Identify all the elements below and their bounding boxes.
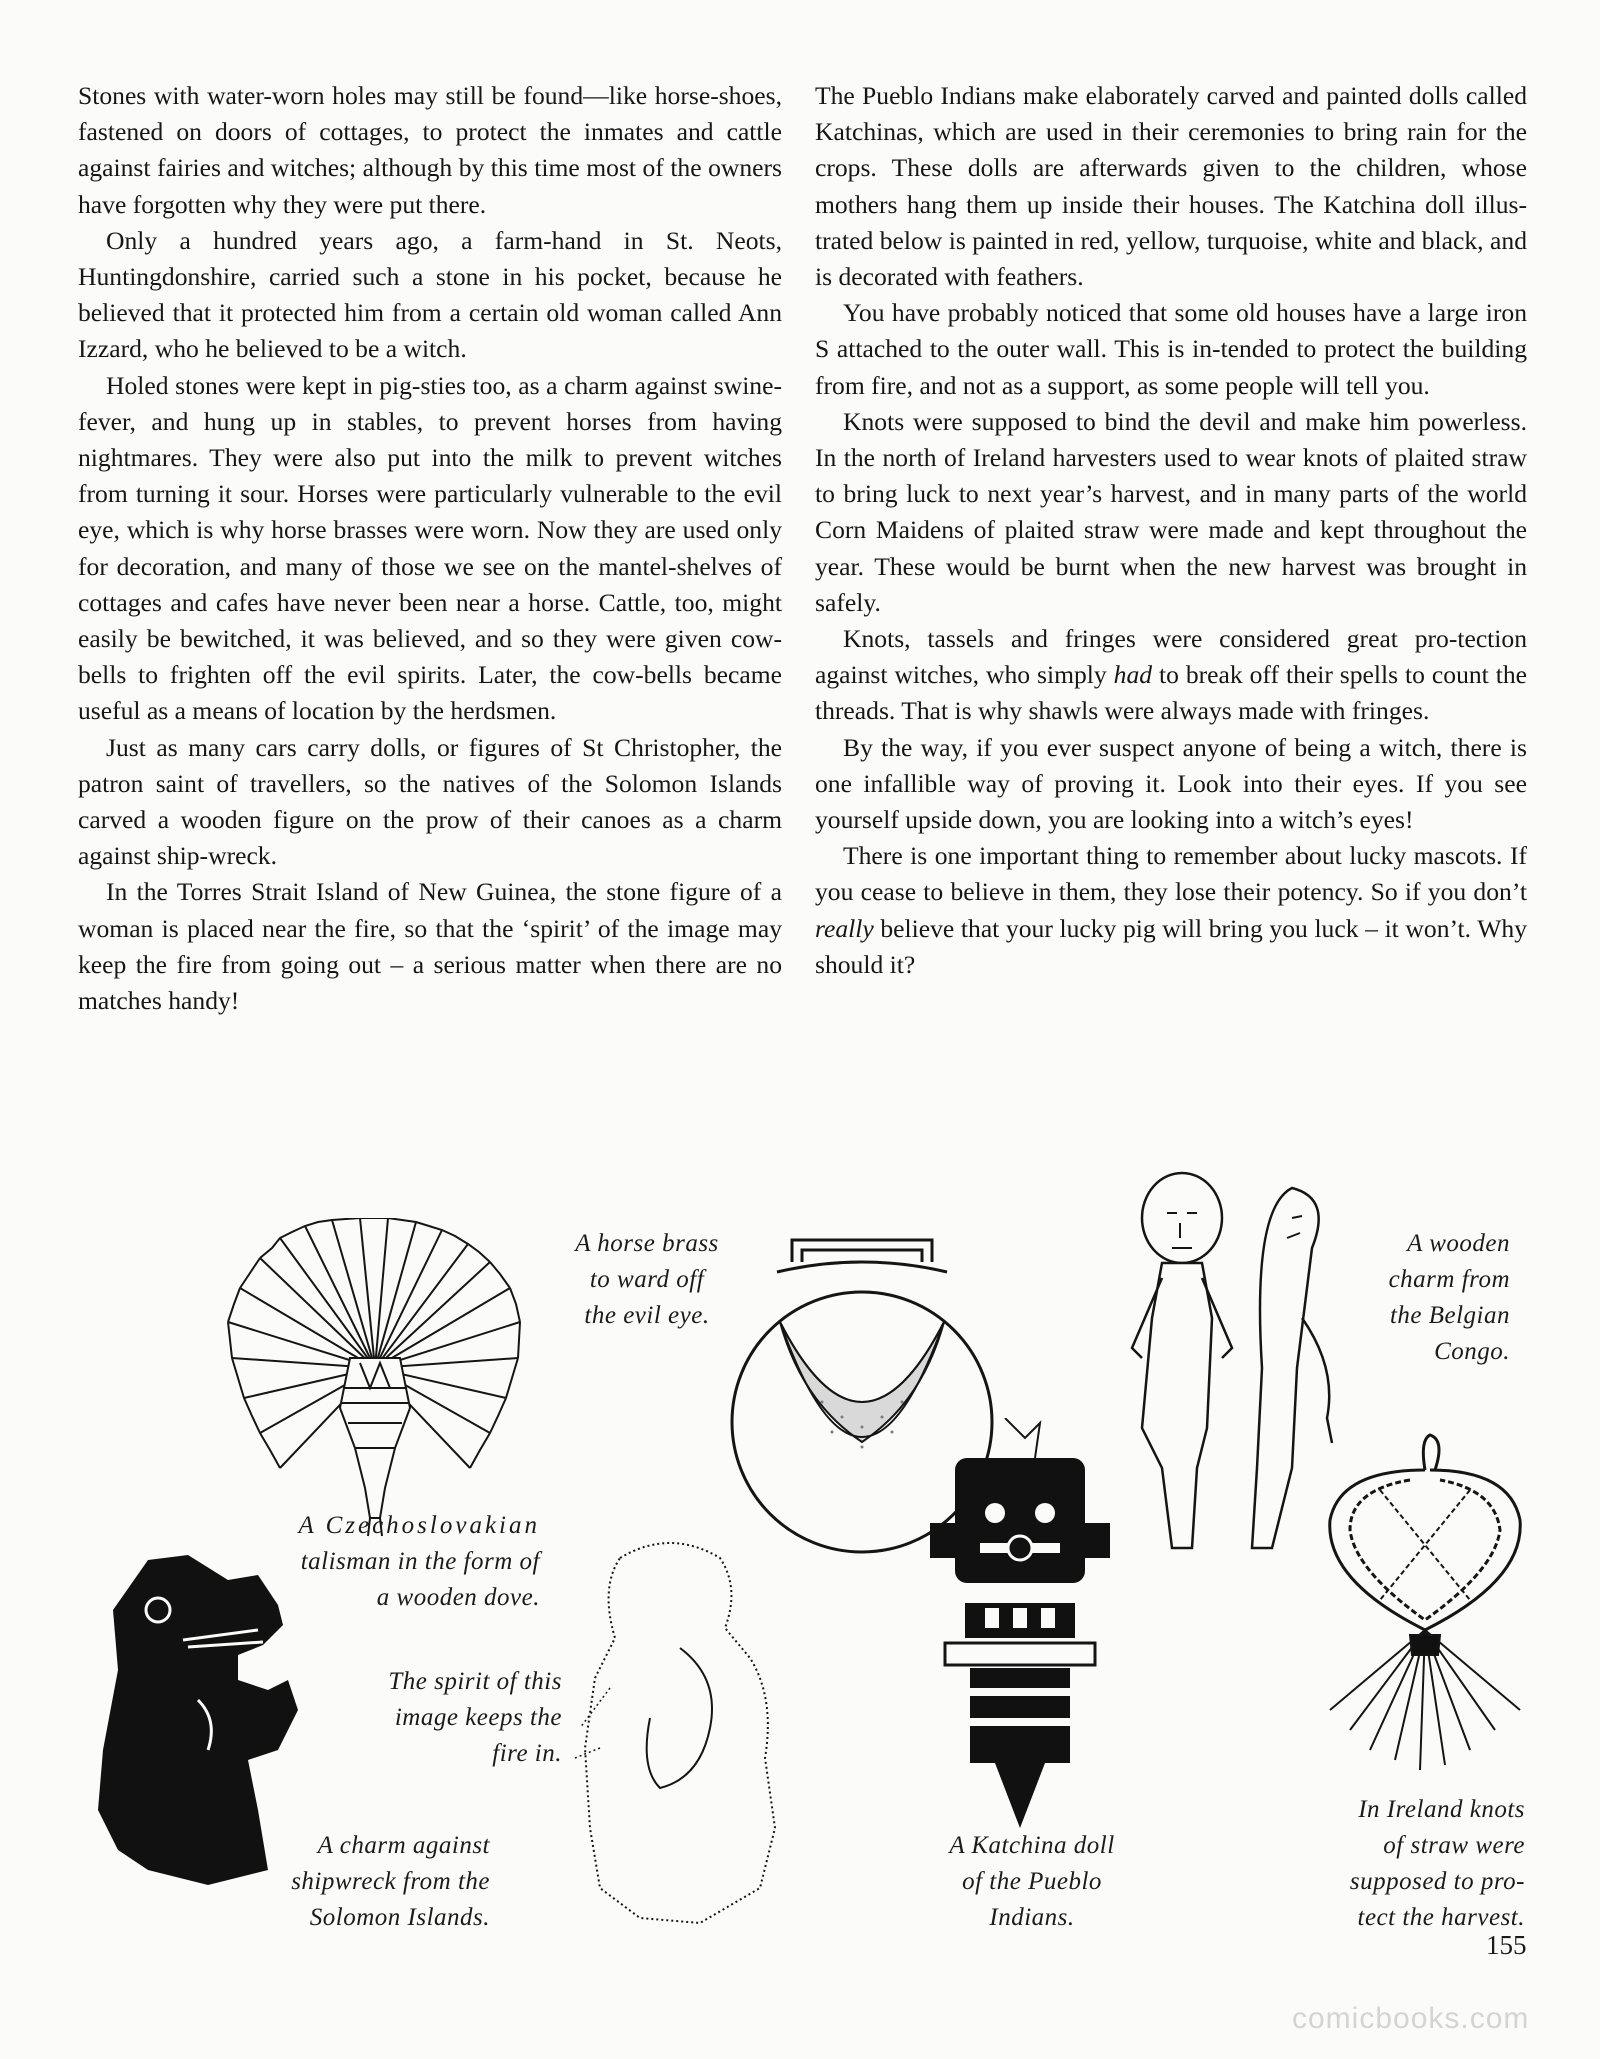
caption-line: to ward off [589, 1266, 705, 1293]
caption-line: talisman in the form of [300, 1548, 540, 1575]
right-paragraph-6 [815, 838, 1527, 983]
czech-talisman-caption [220, 1508, 540, 1616]
ireland-knots-caption [1310, 1792, 1525, 1936]
right-paragraph-4-a: Knots, tassels and fringes were considered great pro-tection against witches, who simply [815, 624, 1527, 690]
caption-line: supposed to pro- [1349, 1868, 1525, 1895]
right-paragraph-5: By the way, if you ever suspect anyone of being a witch, there is one infallible way of proving it. Look into their eyes. If you see yourself upside down, you are looking into a witch’s eyes! [815, 732, 1527, 835]
caption-line: Indians. [989, 1904, 1075, 1931]
caption-line: image keeps the [394, 1704, 562, 1731]
belgian-congo-caption [1340, 1226, 1510, 1370]
left-paragraph-2: Only a hundred years ago, a farm-hand in St. Neots, Huntingdonshire, carried such a stone in his pocket, because he believed that it protected him from a certain old woman called Ann Izzard, who he believed to be a witch. [78, 225, 782, 364]
horse-brass-caption [562, 1226, 732, 1334]
caption-line: Congo. [1434, 1338, 1510, 1365]
right-paragraph-4-emphasis: had [1113, 660, 1153, 690]
watermark: comicbooks.com [1292, 2002, 1530, 2035]
caption-line: the evil eye. [584, 1302, 710, 1329]
right-paragraph-1: The Pueblo Indians make elaborately carved and painted dolls called Katchinas, which are used in their ceremonies to bring rain for the crops. These dolls are afterwards given to the children, whose mothers hang them up inside their houses. The Katchina doll illus-trated below is painted in red, yellow, turquoise, white and black, and is decorated with feathers. [815, 81, 1527, 292]
left-paragraph-3: Holed stones were kept in pig-sties too, as a charm against swine-fever, and hung up in stables, to prevent horses from having nightmares. They were also put into the milk to prevent witches from turning it sour. Horses were particularly vulnerable to the evil eye, which is why horse brasses were worn. Now they are used only for decoration, and many of those we see on the mantel-shelves of cottages and cafes have never been near a horse. Cattle, too, might easily be bewitched, it was believed, and so they were given cow-bells to frighten off the evil spirits. Later, the cow-bells became useful as a means of location by the herdsmen. [78, 370, 782, 726]
caption-line: a wooden dove. [376, 1584, 540, 1611]
caption-line: charm from [1388, 1266, 1510, 1293]
caption-line: A wooden [1407, 1230, 1510, 1257]
caption-line: A Czechoslovakian [298, 1512, 540, 1539]
caption-line: The spirit of this [388, 1668, 562, 1695]
caption-line: of the Pueblo [962, 1868, 1102, 1895]
right-paragraph-6-a: There is one important thing to remember about lucky mascots. If you cease to believe in them, they lose their potency. So if you don’t [815, 841, 1527, 907]
stone-figure-illustration [560, 1528, 800, 1928]
right-paragraph-4 [815, 621, 1527, 730]
caption-line: of straw were [1383, 1832, 1525, 1859]
right-paragraph-6-b: believe that your lucky pig will bring you luck – it won’t. Why should it? [815, 913, 1527, 979]
caption-line: tect the harvest. [1357, 1904, 1525, 1931]
right-paragraph-2: You have probably noticed that some old houses have a large iron S attached to the outer wall. This is in-tended to protect the building from fire, and not as a support, as some people will tell you. [815, 298, 1527, 400]
caption-line: A charm against [317, 1832, 490, 1859]
caption-line: the Belgian [1389, 1302, 1510, 1329]
caption-line: shipwreck from the [291, 1868, 490, 1895]
caption-line: A Katchina doll [949, 1832, 1115, 1859]
page-number: 155 [1486, 1930, 1527, 1960]
left-paragraph-4: Just as many cars carry dolls, or figures of St Christopher, the patron saint of travellers, so the natives of the Solomon Islands carved a wooden figure on the prow of their canoes as a charm against ship-wreck. [78, 732, 782, 871]
caption-line: In Ireland knots [1358, 1796, 1525, 1823]
straw-knot-illustration [1310, 1430, 1545, 1810]
right-paragraph-3: Knots were supposed to bind the devil and make him powerless. In the north of Ireland harvesters used to wear knots of plaited straw to bring luck to next year’s harvest, and in many parts of the world Corn Maidens of plaited straw were made and kept throughout the year. These would be burnt when the new harvest was brought in safely. [815, 406, 1527, 617]
caption-line: A horse brass [575, 1230, 719, 1257]
katchina-doll-illustration [925, 1418, 1115, 1838]
caption-line: Solomon Islands. [309, 1904, 490, 1931]
caption-line: fire in. [492, 1740, 562, 1767]
right-column [815, 78, 1527, 983]
left-paragraph-5: In the Torres Strait Island of New Guinea, the stone figure of a woman is placed near the fire, so that the ‘spirit’ of the image may keep the fire from going out – a serious matter when there are no matches handy! [78, 877, 782, 1016]
left-paragraph-1: Stones with water-worn holes may still be found—like horse-shoes, fastened on doors of cottages, to protect the inmates and cattle against fairies and witches; although by this time most of the owners have forgotten why they were put there. [78, 81, 782, 219]
katchina-caption [922, 1828, 1142, 1936]
dove-talisman-illustration [220, 1218, 530, 1538]
right-paragraph-4-b: to break off their spells to count the threads. That is why shawls were always made with fringes. [815, 660, 1527, 726]
solomon-charm-caption [240, 1828, 490, 1936]
spirit-image-caption [330, 1664, 562, 1772]
right-paragraph-6-emphasis: really [815, 913, 874, 943]
left-column [78, 78, 782, 1019]
